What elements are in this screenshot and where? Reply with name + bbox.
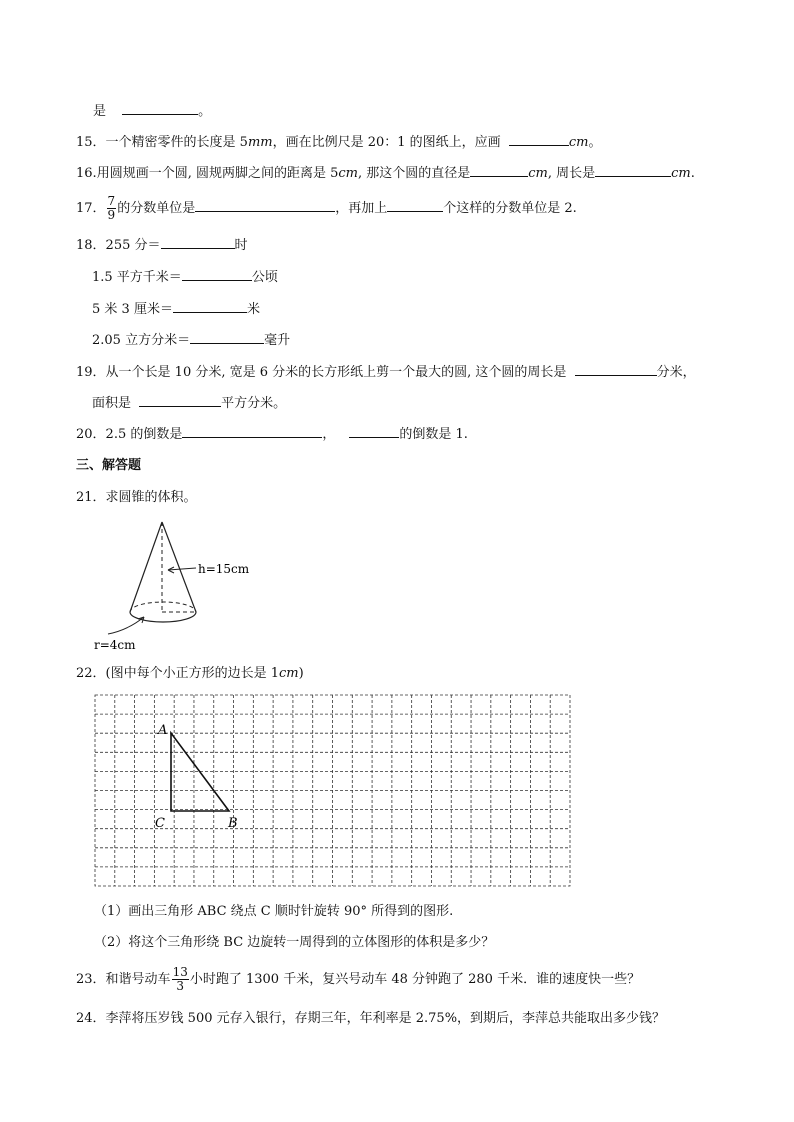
- answer-blank[interactable]: [470, 164, 528, 177]
- question-24: 24．李萍将压岁钱 500 元存入银行，存期三年，年利率是 2.75%，到期后，李萍总共能取出多少钱？: [76, 1011, 666, 1026]
- fraction-7-9: $\frac{7}{9}$: [107, 194, 116, 222]
- radius-label: r=4cm: [94, 638, 136, 652]
- question-22-part1: （1）画出三角形 ABC 绕点 C 顺时针旋转 90° 所得到的图形.: [94, 904, 454, 919]
- question-22: 22．(图中每个小正方形的边长是 1cm): [76, 666, 304, 681]
- question-20: 20．2.5 的倒数是 ， 的倒数是 1.: [76, 427, 468, 442]
- answer-blank[interactable]: [139, 394, 221, 407]
- answer-blank[interactable]: [182, 268, 252, 281]
- radius-pointer: [108, 617, 144, 634]
- answer-blank[interactable]: [595, 164, 671, 177]
- answer-blank[interactable]: [575, 363, 657, 376]
- question-15: 15．一个精密零件的长度是 5mm，画在比例尺是 20：1 的图纸上，应画 cm。: [76, 135, 602, 150]
- answer-blank[interactable]: [349, 425, 399, 438]
- question-16: 16.用圆规画一个圆, 圆规两脚之间的距离是 5cm, 那这个圆的直径是 cm, 周长是 cm.: [76, 166, 695, 181]
- answer-blank[interactable]: [195, 199, 335, 212]
- answer-blank[interactable]: [190, 331, 264, 344]
- point-c-label: C: [155, 816, 165, 831]
- question-23: 23．和谐号动车 $\frac{13}{3}$ 小时跑了 1300 千米，复兴号动车 48 分钟跑了 280 千米．谁的速度快一些？: [76, 965, 641, 993]
- triangle-abc: [171, 733, 229, 811]
- answer-blank[interactable]: [509, 133, 569, 146]
- question-18-line3: 5 米 3 厘米＝ 米: [92, 302, 260, 317]
- cone-left-edge: [130, 522, 162, 612]
- height-label: h=15cm: [198, 562, 250, 576]
- question-18-line2: 1.5 平方千米＝ 公顷: [92, 270, 278, 285]
- point-a-label: A: [158, 723, 168, 738]
- question-19: 19．从一个长是 10 分米, 宽是 6 分米的长方形纸上剪一个最大的圆, 这个圆的周长是 分米，: [76, 365, 696, 380]
- question-18-line4: 2.05 立方分米＝ 毫升: [92, 333, 291, 348]
- point-b-label: B: [228, 816, 238, 831]
- grid-figure: [94, 694, 574, 890]
- question-17: 17． $\frac{7}{9}$ 的分数单位是 ，再加上 个这样的分数单位是 2.: [76, 194, 577, 222]
- cone-figure: [88, 512, 268, 657]
- fraction-13-3: $\frac{13}{3}$: [172, 965, 188, 993]
- answer-blank[interactable]: [182, 425, 322, 438]
- answer-blank[interactable]: [161, 236, 235, 249]
- answer-blank[interactable]: [387, 199, 443, 212]
- question-21: 21．求圆锥的体积。: [76, 490, 197, 505]
- cone-base-back: [130, 602, 196, 612]
- answer-blank[interactable]: [122, 102, 198, 115]
- question-19-line2: 面积是 平方分米。: [92, 396, 287, 411]
- q14-tail: 是 。: [93, 104, 212, 119]
- section-heading: 三、解答题: [76, 458, 142, 473]
- question-18: 18．255 分＝ 时: [76, 238, 248, 253]
- cone-right-edge: [162, 522, 196, 612]
- answer-blank[interactable]: [173, 300, 247, 313]
- question-22-part2: （2）将这个三角形绕 BC 边旋转一周得到的立体图形的体积是多少？: [94, 935, 495, 950]
